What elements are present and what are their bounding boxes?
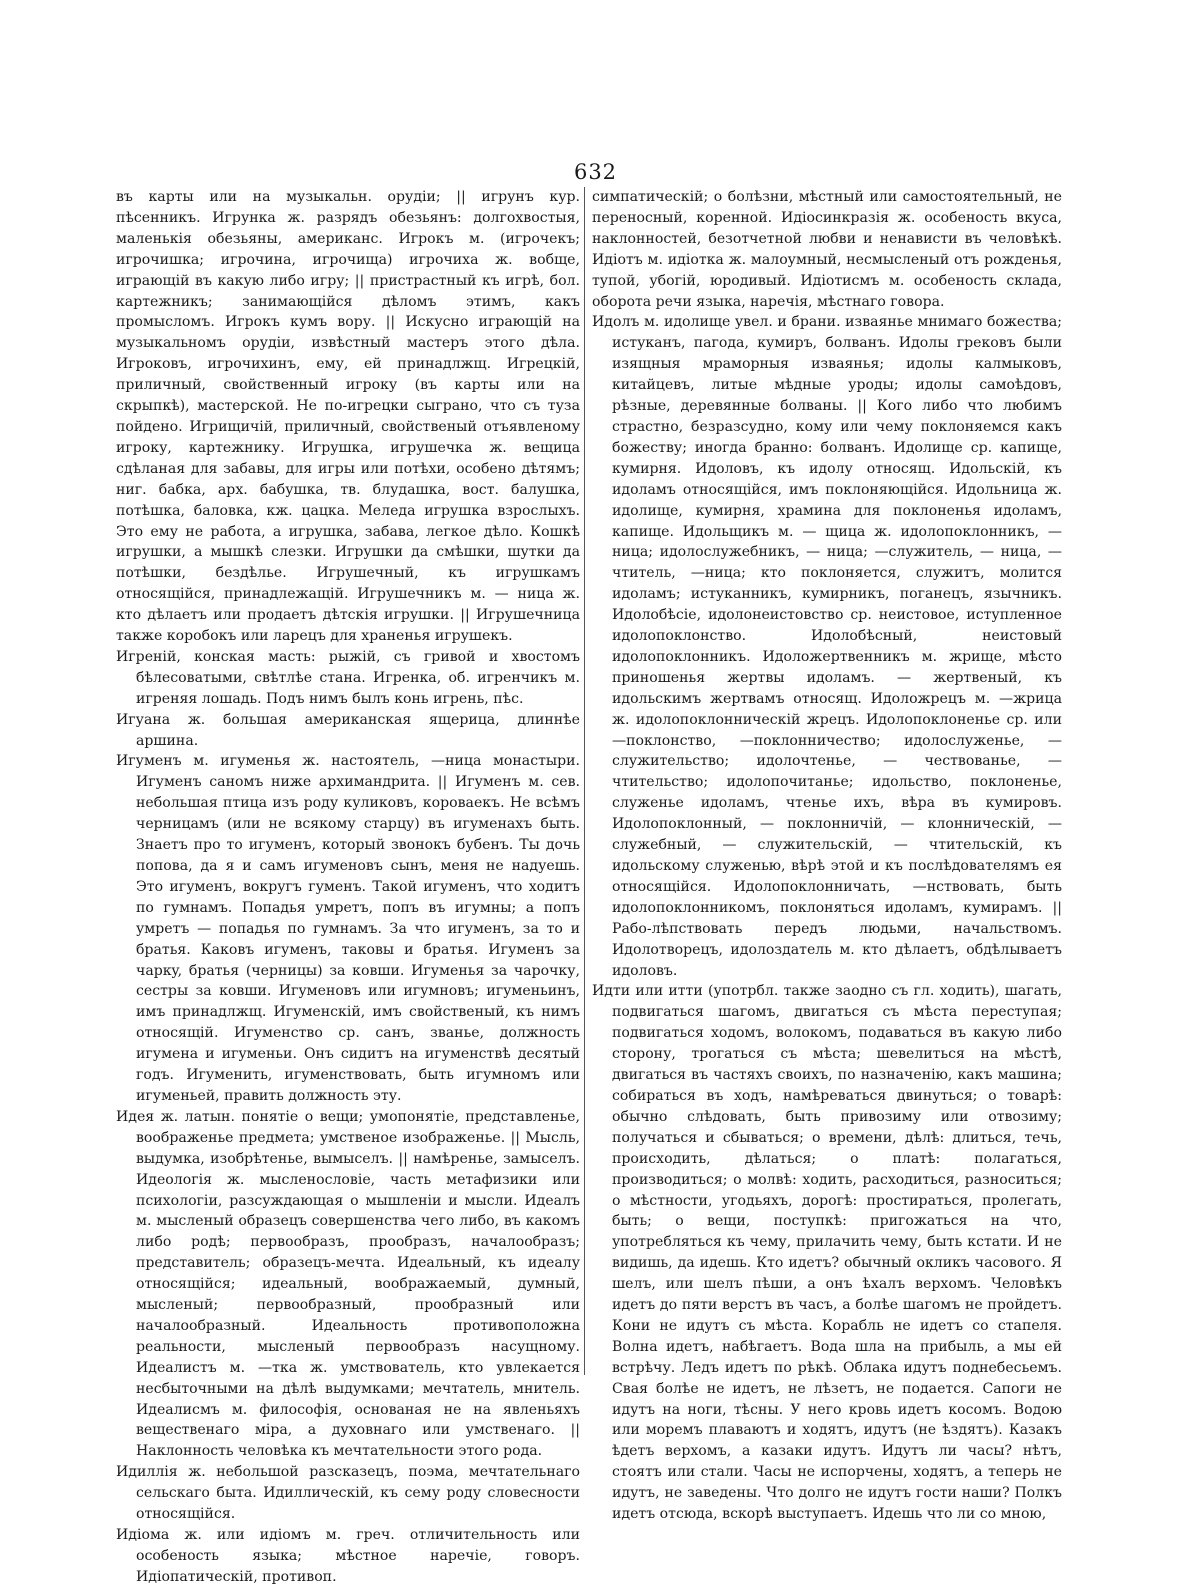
- column-divider: [584, 187, 585, 1375]
- page-number: 632: [573, 160, 618, 184]
- entry-idioma: Идіома ж. или идіомъ м. греч. отличительность или особеность языка; мѣстное наречіе, говоръ. Идіопатическій, противоп.: [116, 1527, 580, 1585]
- left-column: [116, 187, 580, 1588]
- entry-igumen: Игуменъ м. игуменья ж. настоятель, —ница монастыри. Игуменъ саномъ ниже архимандрита. || Игуменъ м. сев. небольшая птица изъ роду куликовъ, короваекъ. Не всѣмъ черницамъ (или не всякому старцу) въ игуменахъ быть. Знаетъ про то игуменъ, который звонокъ бубенъ. Ты дочь попова, да я и самъ игуменовъ сынъ, меня не надуешь. Это игуменъ, вокругъ гуменъ. Такой игуменъ, что ходитъ по гумнамъ. Попадья умретъ, попъ въ игумны; а попъ умретъ — попадья по гумнамъ. За что игуменъ, за то и братья. Каковъ игуменъ, таковы и братья. Игуменъ за чаркy, братья (черницы) за ковши. Игуменья за чарочку, сестры за ковши. Игуменовъ или игумновъ; игуменьинъ, имъ принадлжщ. Игуменскій, имъ свойственый, къ нимъ относящій. Игуменство ср. санъ, званье, должность игумена и игуменьи. Онъ сидитъ на игуменствѣ десятый годъ. Игуменить, игуменствовать, быть игумномъ или игуменьей, править должность эту.: [116, 753, 580, 1104]
- entry-iguana: Игуана ж. большая американская ящерица, длиннѣе аршина.: [116, 711, 580, 749]
- entry-paragraph: симпатическій; о болѣзни, мѣстный или самостоятельный, не переносный, коренной. Идіосинкразія ж. особеность вкуса, наклонностей, безотчетной любви и ненависти въ человѣкѣ. Идіотъ м. идіотка ж. малоумный, несмысленый отъ рожденья, тупой, убогій, юродивый. Идіотисмъ м. особеность склада, оборота речи языка, наречія, мѣстнаго говора.: [592, 189, 1062, 310]
- entry-ideya: Идея ж. латын. понятіе о вещи; умопонятіе, представленье, воображенье предмета; умственое изображенье. || Мысль, выдумка, изобрѣтенье, вымыселъ. || намѣренье, замыселъ. Идеологія ж. мысленословіе, часть метафизики или психологіи, разсуждающая о мышленіи и мысли. Идеалъ м. мысленый образецъ совершенства чего либо, въ какомъ либо родѣ; первообразъ, прообразъ, началообразъ; представитель; образецъ-мечта. Идеальный, къ идеалу относящійся; идеальный, воображаемый, думный, мысленый; первообразный, прообразный или началообразный. Идеальность противоположна реальности, мысленый первообразъ насущному. Идеалистъ м. —тка ж. умствователь, кто увлекается несбыточными на дѣлѣ выдумками; мечтатель, мнитель. Идеалисмъ м. философія, основаная не на явленьяхъ вещественаго міра, а духовнаго или умственаго. || Наклонность человѣка къ мечтательности этого рода.: [116, 1108, 580, 1460]
- entry-idol: Идолъ м. идолище увел. и брани. изваянье мнимаго божества; истуканъ, пагода, кумиръ, болванъ. Идолы грековъ были изящныя мраморныя изваянья; идолы калмыковъ, китайцевъ, литые мѣдные уроды; идолы самоѣдовъ, рѣзные, деревянные болваны. || Кого либо что любимъ страстно, безразсудно, кому или чему поклоняемся какъ божеству; иногда бранно: болванъ. Идолище ср. капище, кумирня. Идоловъ, къ идолу относящ. Идольскій, къ идоламъ относящійся, имъ поклоняющійся. Идольница ж. идолище, кумирня, храмина для поклоненья идоламъ, капище. Идольщикъ м. — щица ж. идолопоклонникъ, — ница; идолослужебникъ, — ница; —служитель, — ница, —чтитель, —ница; кто поклоняется, служитъ, молится идоламъ; истуканникъ, кумирникъ, поганецъ, язычникъ. Идолобѣсіе, идолонеистовство ср. неистовое, иступленное идолопоклонство. Идолобѣсный, неистовый идолопоклонникъ. Идоложертвенникъ м. жрище, мѣсто приношенья жертвы идоламъ. — жертвеный, къ идольскимъ жертвамъ относящ. Идоложрецъ м. —жрица ж. идолопоклонническій жрецъ. Идолопоклоненье ср. или —поклонство, —поклонничество; идолослуженье, —служительство; идолочтенье, — чествованье, —чтительство; идолопочитанье; идольство, поклоненье, служенье идоламъ, чтенье ихъ, вѣра въ кумировъ. Идолопоклонный, — поклонничій, — клонническій, —служебный, — служительскій, — чтительскій, къ идольскому служенью, вѣрѣ этой и къ послѣдователямъ ея относящійся. Идолопоклонничать, —нствовать, быть идолопоклонникомъ, поклоняться идоламъ, кумирамъ. || Рабо-лѣпствовать передъ людьми, начальствомъ. Идолотворецъ, идолоздатель м. кто дѣлаетъ, обдѣлываетъ идоловъ.: [592, 314, 1062, 979]
- entry-igreniy: Игреній, конская масть: рыжій, съ гривой и хвостомъ бѣлесоватыми, свѣтлѣе стана. Игренка, об. игренчикъ м. игреняя лошадь. Подъ нимъ былъ конь игрень, пѣс.: [116, 648, 580, 707]
- entry-idilliya: Идиллія ж. небольшой разсказецъ, поэма, мечтательнаго сельскаго быта. Идиллическій, къ сему роду словесности относящійся.: [116, 1464, 580, 1523]
- right-column: [592, 187, 1062, 1525]
- entry-idti: Идти или итти (употрбл. также заодно съ гл. ходить), шагать, подвигаться шагомъ, двигаться съ мѣста переступая; подвигаться ходомъ, волокомъ, подаваться въ какую либо сторону, трогаться съ мѣста; шевелиться на мѣстѣ, двигаться въ частяхъ своихъ, по назначенію, какъ машина; собираться въ ходъ, намѣреваться двинуться; о товарѣ: обычно слѣдовать, быть привозиму или отвозиму; получаться и сбываться; о времени, дѣлѣ: длиться, течь, происходить, дѣлаться; о платѣ: полагаться, производиться; о молвѣ: ходить, расходиться, разноситься; о мѣстности, угодьяхъ, дорогѣ: простираться, пролегать, быть; о вещи, поступкѣ: пригожаться на что, употребляться къ чему, прилачить чему, быть кстати. И не видишь, да идешь. Кто идетъ? обычный окликъ часового. Я шелъ, или шелъ пѣши, а онъ ѣхалъ верхомъ. Человѣкъ идетъ до пяти верстъ въ часъ, а болѣе шагомъ не пройдетъ. Кони не идутъ съ мѣста. Корабль не идетъ со стапеля. Волна идетъ, набѣгаетъ. Вода шла на прибыль, а мы ей встрѣчу. Ледъ идетъ по рѣкѣ. Облака идутъ поднебесьемъ. Свая болѣе не идетъ, не лѣзетъ, не подается. Сапоги не идутъ на ноги, тѣсны. У него кровь идетъ косомъ. Водою или моремъ плаваютъ и ходятъ, идутъ (не ѣздятъ). Казакъ ѣдетъ верхомъ, а казаки идутъ. Идутъ ли часы? нѣтъ, стоятъ или стали. Часы не испорчены, ходятъ, а теперь не идутъ, не заведены. Что долго не идутъ гости наши? Полкъ идетъ отсюда, вскорѣ выступаетъ. Идешь что ли со мною,: [592, 983, 1062, 1523]
- entry-paragraph: въ карты или на музыкальн. орудіи; || игрунъ кур. пѣсенникъ. Игрунка ж. разрядъ обезьянъ: долгохвостыя, маленькія обезьяны, американс. Игрокъ м. (игрочекъ; игрочишка; игрочина, игрочища) игрочиха ж. вобще, играющій въ какую либо игру; || пристрастный къ игрѣ, бол. картежникъ; занимающійся дѣломъ этимъ, какъ промысломъ. Игрокъ кумъ вору. || Искусно играющій на музыкальномъ орудіи, извѣстный мастеръ этого дѣла. Игроковъ, игрочихинъ, ему, ей принадлжщ. Игрецкій, приличный, свойственный игроку (въ карты или на скрыпкѣ), мастерской. Не по-игрецки сыграно, что съ туза пойдено. Игрищичій, приличный, свойственый отъявленому игроку, картежнику. Игрушка, игрушечка ж. вещица сдѣланая для забавы, для игры или потѣхи, особено дѣтямъ; ниг. бабка, арх. бабушка, тв. блудашка, вост. балушка, потѣшка, баловка, кж. цацка. Меледа игрушка взрослыхъ. Это ему не работа, а игрушка, забава, легкое дѣло. Кошкѣ игрушки, а мышкѣ слезки. Игрушки да смѣшки, шутки да потѣшки, бездѣлье. Игрушечный, къ игрушкамъ относящійся, принадлежащій. Игрушечникъ м. — ница ж. кто дѣлаетъ или продаетъ дѣтскія игрушки. || Игрушечница также коробокъ или ларецъ для храненья игрушекъ.: [116, 189, 580, 645]
